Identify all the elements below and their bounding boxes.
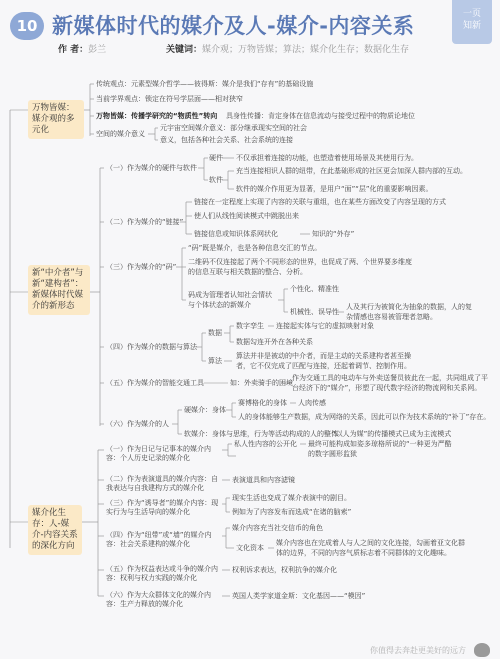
category-everything-is-media: 万物皆媒：媒介观的多元化: [28, 100, 84, 139]
s2-digital-twin: 数字孪生: [236, 322, 264, 330]
s2-code-label: （三）作为媒介的“码”: [106, 263, 177, 271]
s2-vehicle-example: 如：外卖骑手的困境: [230, 379, 293, 387]
s3-bond-wall-label: （四）作为“纽带”或“墙”的媒介内容：社会关系建构的媒介化: [106, 531, 212, 548]
page-title: 新媒体时代的媒介及人-媒介-内容关系: [52, 14, 415, 38]
s2-code-desc3a: 码成为管理者认知社会情状: [188, 291, 272, 299]
header: [0, 0, 500, 62]
s2-software-desc1: 充当连接相识人群的纽带，在此基础形成的社区更会加深人群内部的互动。: [236, 167, 467, 175]
category-mediatized-existence: 媒介化生存：人-媒介-内容关系的深化方向: [28, 505, 82, 555]
s2-code-mechanical: 机械性、误导性: [290, 308, 339, 316]
s3-cultural-capital-key: 文化资本: [236, 544, 264, 552]
s2-hardware-software-label: （一）作为媒介的硬件与软件: [106, 164, 197, 172]
s2-body-data: 人的身体能够生产数据，成为网络的关系，因此可以作为技术系统的“补丁”存在。: [238, 413, 491, 421]
s2-link-label: （二）作为媒介的“链接”: [106, 218, 184, 226]
s2-code-simplified2: 杂情感也容易被管理者忽略。: [346, 313, 437, 321]
s2-vehicle-desc2: 台经济下的“媒介”，形塑了现代数字经济的物流网和关系网。: [292, 384, 482, 392]
s2-hardware-key: 硬件: [209, 154, 223, 162]
s3-cultural-capital1: 媒介内容也在完成着人与人之间的文化连接，勾画着亚文化群: [276, 539, 465, 547]
s2-link-desc2: 使人们从线性阅读模式中跳脱出来: [194, 212, 299, 220]
s2-digital-twin-desc: 连接起实体与它的虚拟映射对象: [276, 322, 374, 330]
s1-metaverse-line2: 意义，包括各种社会关系、社会系统的连接: [160, 136, 293, 144]
issue-number-badge: 10: [10, 12, 44, 40]
brand-badge: [452, 0, 492, 44]
s3-props-filter: 表演道具和内容滤镜: [232, 476, 295, 484]
s2-hardware-desc: 不仅承担着连接的功能，也塑造着使用场景及其使用行为。: [236, 154, 418, 162]
footer: [0, 642, 500, 659]
s2-human-as-media: “以人为媒”的传播模式已成为主流模式: [332, 430, 452, 438]
s3-panopticon1: 最终可能构成如姿多琼格所说的“一种更为严酷: [308, 440, 452, 448]
s2-software-desc2: 软件的媒介作用更为显著，是用户“面”“层”化的重要影响因素。: [236, 185, 433, 193]
s2-soft-media: 软媒介：身体与思维，行为等活动构成的人的整体: [184, 430, 338, 438]
s3-private-public: 私人性内容的公开化: [234, 440, 297, 448]
s2-code-desc2b: 的信息互联与相关数据的整合、分析。: [188, 268, 307, 276]
brand-badge-line1: 一页: [462, 9, 481, 19]
s2-data-key: 数据: [208, 329, 222, 337]
s2-software-key: 软件: [209, 176, 223, 184]
mind-map: [0, 62, 500, 642]
s3-life-as-show: 现实生活也变成了媒介表演中的剧目。: [232, 494, 351, 502]
s2-data-relations: 数据勾连开外在各种关系: [236, 338, 313, 346]
s2-code-simplified1: 人及其行为被简化为抽象的数据，人的复: [346, 303, 472, 311]
s1-metaverse-line1: 元宇宙空间媒介意义：部分继承现实空间的社会: [160, 124, 307, 132]
s2-algorithm-key: 算法: [208, 357, 222, 365]
s3-cultural-capital2: 体的边界，不同的内容气质标志着不同群体的文化趣味。: [276, 549, 451, 557]
s2-vehicle-desc1: 作为交通工具的电动车与外卖送餐员彼此在一起，共同组成了平: [292, 374, 488, 382]
author-line: [58, 42, 106, 55]
s1-space-media-label: 空间的媒介意义: [96, 130, 145, 138]
s2-algorithm-desc1: 算法并非是被动的中介者，而是主动的关系建构者甚至操: [236, 352, 411, 360]
s3-rights-desc: 权利诉求表达，权利抗争的媒介化: [232, 566, 337, 574]
s3-publish-example: 例如为了内容发布而选成“在诸的脑索”: [232, 508, 352, 516]
s2-code-desc2a: 二维码不仅连接起了两个不同形态的世界，也促成了两、个世界要多维度: [188, 258, 412, 266]
s3-performance-label: （二）作为表演道具的媒介内容：自我表达与自我建构方式的媒介化: [106, 475, 218, 492]
s3-diary-label: （一）作为日记与记事本的媒介内容：个人历史记录的媒介化: [106, 445, 211, 462]
author-value: 彭兰: [88, 45, 107, 55]
author-key: 作 者：: [58, 45, 89, 55]
category-new-intermediary: 新“中介者”与新“建构者”：新媒体时代媒介的新形态: [28, 265, 90, 315]
s2-code-personalized: 个性化、精准性: [290, 285, 339, 293]
footer-slogan: 你值得去奔赴更美好的远方: [370, 646, 466, 655]
s2-data-algorithm-label: （四）作为媒介的数据与算法: [106, 343, 197, 351]
s2-link-desc1: 链接在一定程度上实现了内容的关联与重组，也在某些方面改变了内容呈现的方式: [194, 198, 446, 206]
s2-human-sensor: 人肉传感: [298, 399, 326, 407]
s2-human-label: （六）作为媒介的人: [106, 420, 169, 428]
s3-inducer-label: （三）作为“诱导者”的媒介内容：现实行为与生活导向的媒介化: [106, 499, 219, 516]
s3-meme: 英国人类学家道金斯：文化基因——“模因”: [232, 592, 366, 600]
s3-rights-label: （五）作为权益表达或斗争的媒介内容：权利与权力实践的媒介化: [106, 565, 218, 582]
s2-vehicle-label: （五）作为媒介的智能交通工具: [106, 379, 204, 387]
s3-panopticon2: 的数字圆形监狱: [308, 450, 357, 458]
s2-link-desc3: 链接信息或知识体系网状化: [194, 230, 278, 238]
s2-code-desc1: “码”既是媒介，也是各种信息交汇的节点。: [188, 244, 322, 252]
s3-mass-culture-label: （六）作为大众群体文化的媒介内容：生产力释放的媒介化: [106, 591, 211, 608]
keywords-line: [166, 42, 409, 55]
s2-link-desc3b: 知识的“外存”: [312, 230, 355, 238]
s1-traditional-view: 传统观点：元素型媒介哲学——彼得斯：媒介是我们“存有”的基础设施: [96, 80, 314, 88]
s2-code-desc3b: 与个体状态的新媒介: [188, 301, 251, 309]
brand-badge-line2: 知新: [462, 21, 481, 31]
keywords-value: 媒介观；万物皆媒；算法；媒介化生存；数据化生存: [202, 45, 410, 55]
keywords-key: 关键词：: [166, 45, 203, 55]
s2-cyborg-body: 赛博格化的身体: [238, 399, 287, 407]
s1-current-academic-view: 当前学界观点：锁定在符号学层面——相对狭窄: [96, 95, 243, 103]
fruit-logo-icon: [474, 643, 490, 657]
s1-embodied-communication: 具身性传播：肯定身体在信息流动与接受过程中的物质论地位: [226, 112, 415, 120]
s3-social-currency: 媒介内容充当社交信币的角色: [232, 524, 323, 532]
s1-materiality-turn-label: 万物皆媒：传播学研究的“物质性”转向: [96, 112, 218, 120]
s2-algorithm-desc2: 者，它不仅完成了匹配与连接，还起着调节、控制作用。: [236, 362, 411, 370]
s2-hard-media-body: 硬媒介：身体: [184, 406, 226, 414]
